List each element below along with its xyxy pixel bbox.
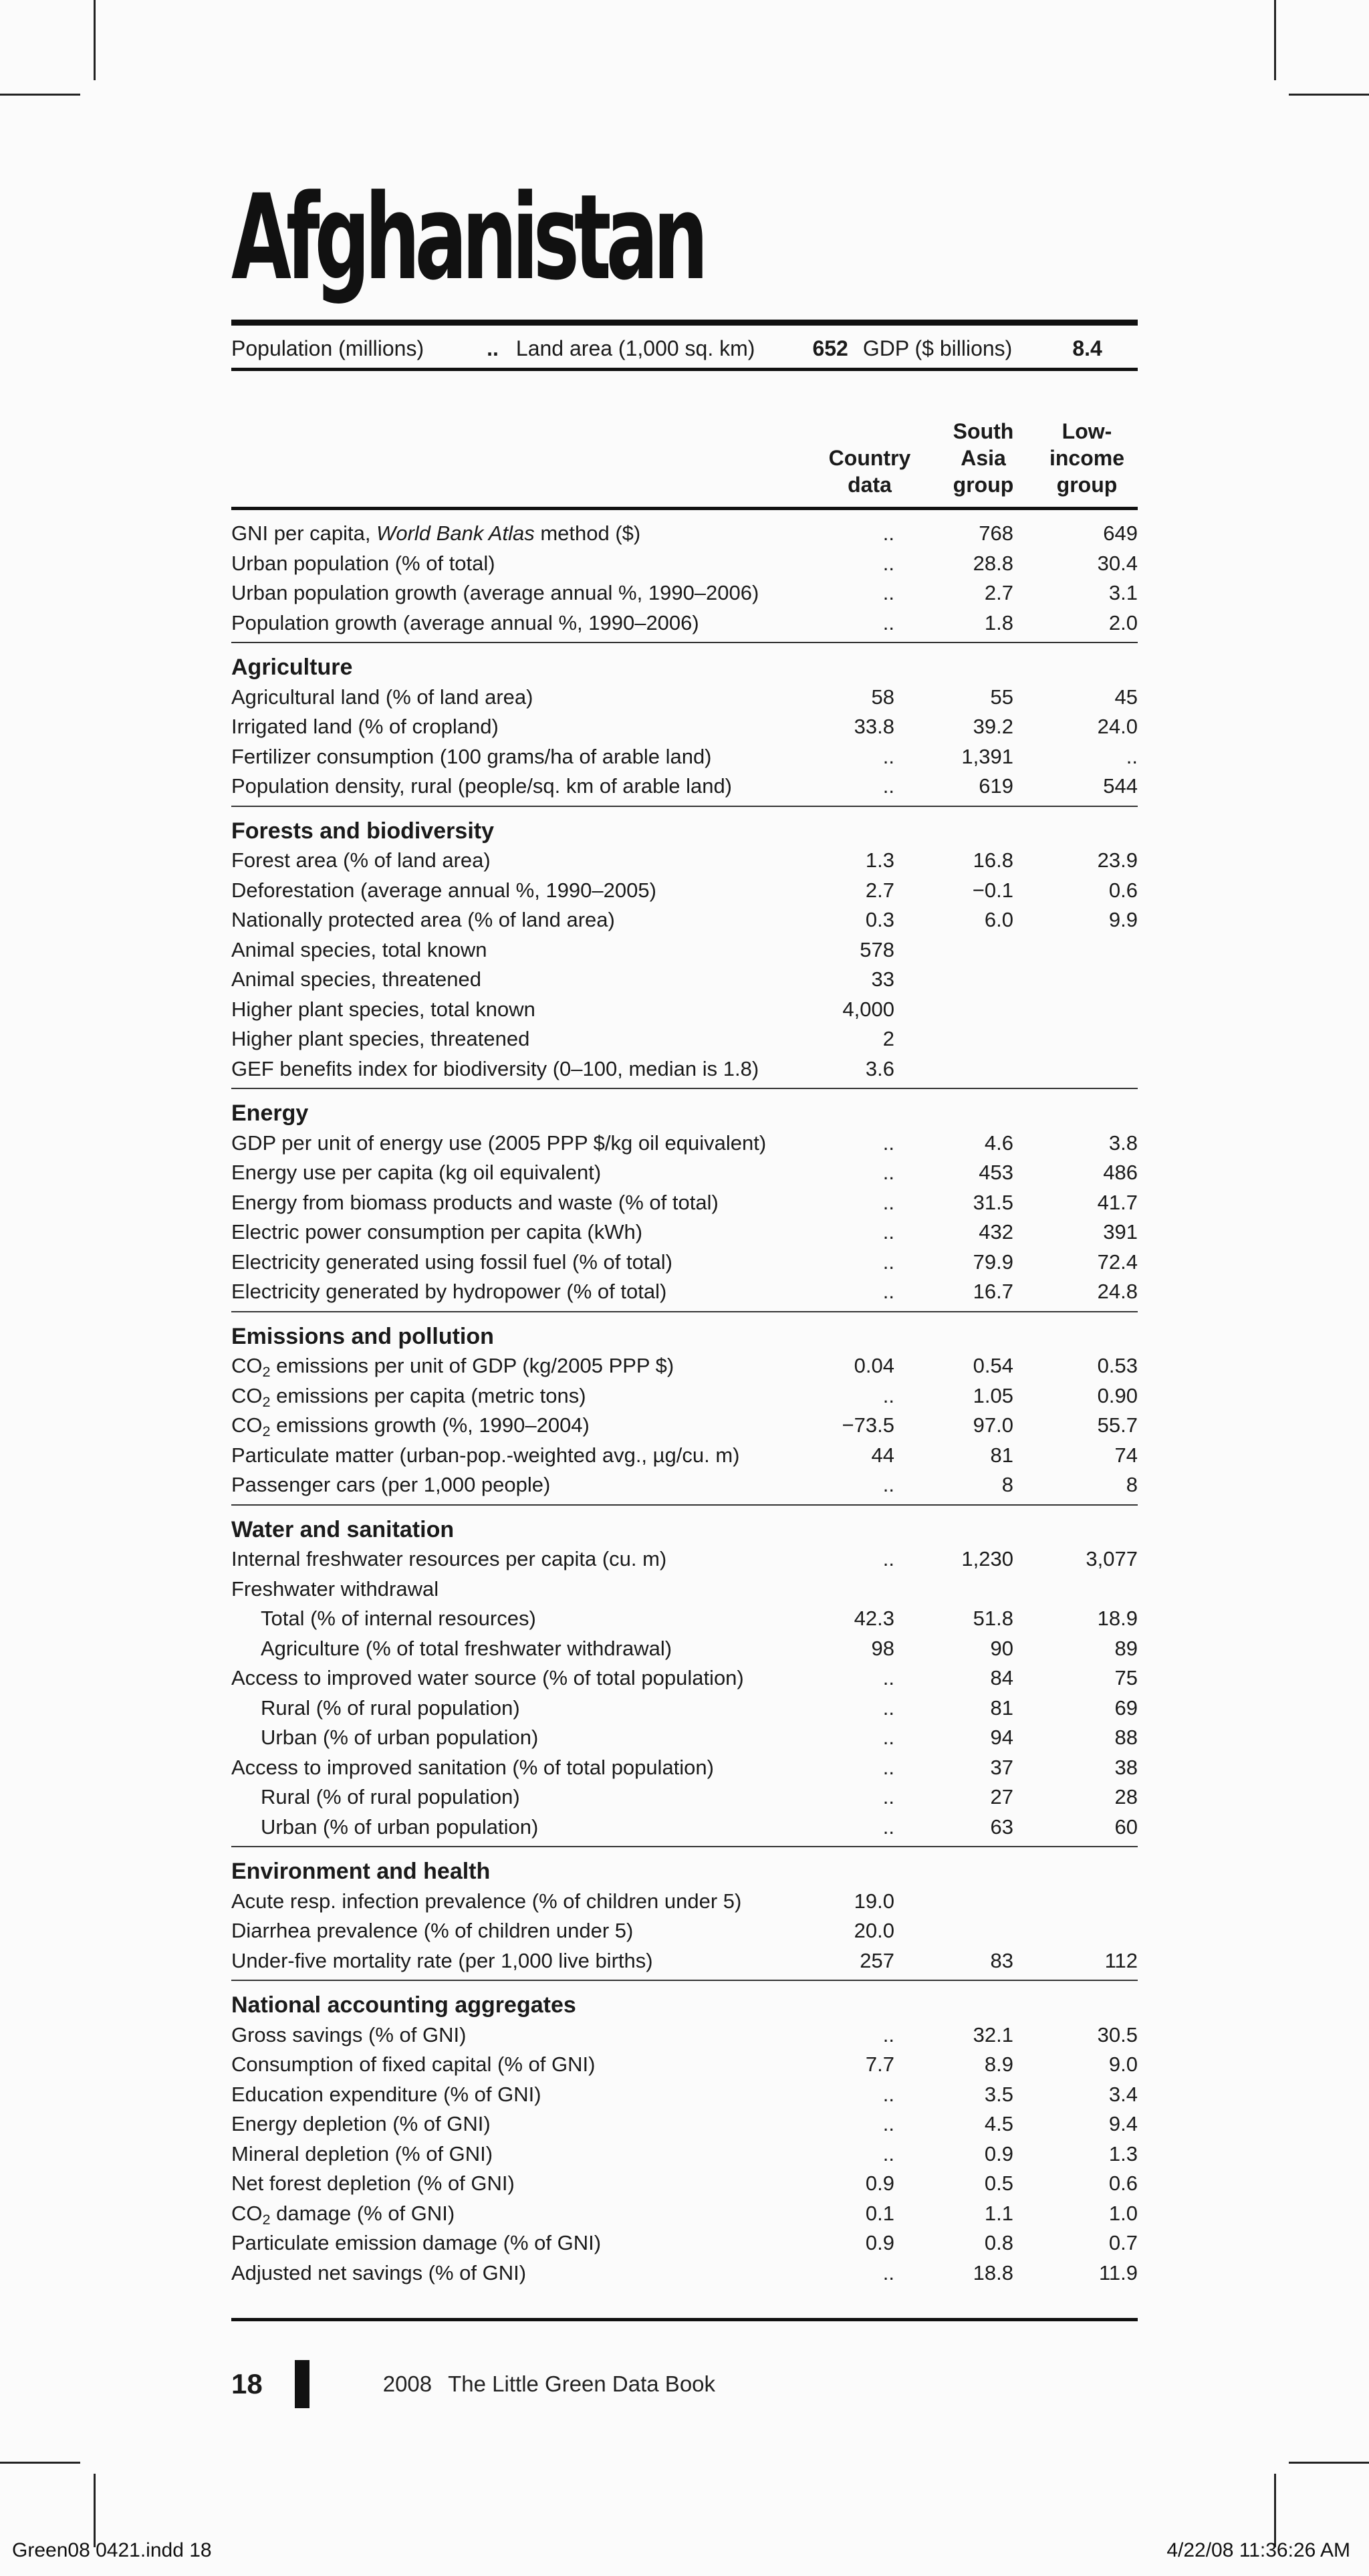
- table-row: [231, 1248, 1138, 1277]
- south-asia-value: 768: [979, 521, 1013, 545]
- table-row: [231, 2169, 1138, 2198]
- low-income-value: 9.9: [1108, 908, 1138, 931]
- country-value: ..: [882, 1666, 894, 1689]
- indicator-label: Agriculture (% of total freshwater withdrawal): [261, 1636, 672, 1660]
- section-heading: Energy: [231, 1100, 309, 1126]
- slug-right: 4/22/08 11:36:26 AM: [1166, 2539, 1350, 2561]
- book-year: 2008: [382, 2371, 432, 2396]
- low-income-value: ..: [1126, 744, 1138, 768]
- low-income-value: 75: [1114, 1666, 1138, 1689]
- country-value: ..: [882, 1220, 894, 1244]
- table-row: [231, 846, 1138, 875]
- indicator-label: Electricity generated using fossil fuel (% of total): [231, 1250, 672, 1274]
- indicator-label: Access to improved sanitation (% of total population): [231, 1755, 714, 1779]
- low-income-value: 18.9: [1097, 1607, 1138, 1630]
- country-value: ..: [882, 1383, 894, 1407]
- section-divider: [231, 1504, 1138, 1506]
- south-asia-value: 94: [990, 1726, 1013, 1749]
- table-row: [231, 608, 1138, 638]
- south-asia-value: 84: [990, 1666, 1013, 1689]
- page-bar: [295, 2360, 309, 2408]
- south-asia-value: 79.9: [973, 1250, 1013, 1274]
- country-value: −73.5: [842, 1413, 894, 1437]
- indicator-label: $CO_2$ damage (% of GNI): [231, 2201, 455, 2228]
- low-income-value: 55.7: [1097, 1413, 1138, 1437]
- low-income-value: 3.8: [1108, 1131, 1138, 1155]
- gdp-label: GDP ($ billions): [862, 336, 1013, 360]
- table-row: [231, 1693, 1138, 1723]
- low-income-value: 38: [1114, 1755, 1138, 1779]
- south-asia-value: 3.5: [984, 2082, 1013, 2106]
- south-asia-value: 1.8: [984, 610, 1013, 634]
- south-asia-value: 1.1: [984, 2201, 1013, 2225]
- column-header-south-asia: South Asia group: [953, 419, 1014, 497]
- south-asia-value: 97.0: [973, 1413, 1013, 1437]
- indicator-label: Under-five mortality rate (per 1,000 live births): [231, 1948, 653, 1972]
- indicator-label: Urban population growth (average annual %, 1990–2006): [231, 581, 759, 604]
- indicator-label: Nationally protected area (% of land area): [231, 908, 615, 931]
- column-header-country: Country data: [828, 446, 911, 497]
- table-row: [231, 2199, 1138, 2228]
- south-asia-value: 453: [979, 1161, 1013, 1184]
- south-asia-value: 6.0: [984, 908, 1013, 931]
- table-row: [231, 2020, 1138, 2050]
- table-row: [231, 772, 1138, 801]
- country-value: 44: [871, 1443, 894, 1467]
- table-row: [231, 1277, 1138, 1306]
- country-value: ..: [882, 2082, 894, 2106]
- table-row: [231, 2109, 1138, 2139]
- crop-mark: [94, 2474, 96, 2547]
- indicator-label: Access to improved water source (% of total population): [231, 1666, 744, 1689]
- south-asia-value: 55: [990, 685, 1013, 709]
- country-value: 2: [882, 1027, 894, 1050]
- table-row: [231, 2080, 1138, 2109]
- table-row: [231, 2139, 1138, 2169]
- table-row: [231, 1946, 1138, 1976]
- table-row: [231, 578, 1138, 608]
- country-value: ..: [882, 1161, 894, 1184]
- indicator-label: Fertilizer consumption (100 grams/ha of arable land): [231, 744, 712, 768]
- country-value: ..: [882, 774, 894, 798]
- country-value: 42.3: [854, 1607, 894, 1630]
- crop-mark: [1274, 2474, 1276, 2547]
- table-row: [231, 995, 1138, 1024]
- country-value: ..: [882, 1695, 894, 1720]
- low-income-value: 8: [1126, 1473, 1138, 1496]
- section-heading: Water and sanitation: [231, 1516, 455, 1542]
- low-income-value: 9.4: [1108, 2112, 1138, 2135]
- indicator-label: Irrigated land (% of cropland): [231, 715, 499, 738]
- country-value: 2.7: [865, 878, 894, 902]
- country-value: ..: [882, 610, 894, 634]
- country-value: ..: [882, 2141, 894, 2165]
- table-row: [231, 1054, 1138, 1084]
- indicator-label: $CO_2$ emissions per capita (metric tons): [231, 1383, 586, 1410]
- country-value: ..: [882, 1131, 894, 1155]
- low-income-value: 24.0: [1097, 715, 1138, 738]
- indicator-label: Population density, rural (people/sq. km of arable land): [231, 774, 733, 798]
- low-income-value: 89: [1114, 1636, 1138, 1660]
- low-income-value: 486: [1103, 1161, 1138, 1184]
- indicator-label: Gross savings (% of GNI): [231, 2022, 467, 2046]
- south-asia-value: 18.8: [973, 2260, 1013, 2285]
- slug-left: Green08 0421.indd 18: [12, 2539, 212, 2561]
- column-header-low-income: Low- income group: [1049, 419, 1125, 497]
- low-income-value: 88: [1114, 1726, 1138, 1749]
- table-row: [231, 935, 1138, 965]
- indicator-label: Animal species, total known: [231, 937, 487, 961]
- country-value: ..: [882, 1473, 894, 1496]
- facts-rule: [231, 368, 1138, 371]
- crop-mark: [0, 2462, 80, 2464]
- country-value: 98: [871, 1636, 894, 1660]
- indicator-label: Particulate emission damage (% of GNI): [231, 2231, 602, 2254]
- country-value: 0.1: [865, 2201, 894, 2225]
- country-value: ..: [882, 2022, 894, 2046]
- table-row: [231, 905, 1138, 935]
- low-income-value: 9.0: [1108, 2053, 1138, 2076]
- south-asia-value: 31.5: [973, 1190, 1013, 1214]
- table-row: [231, 2228, 1138, 2258]
- indicator-label: Energy from biomass products and waste (% of total): [231, 1190, 719, 1214]
- country-value: 19.0: [854, 1889, 894, 1913]
- table-row: [231, 1470, 1138, 1500]
- low-income-value: 3.4: [1108, 2082, 1138, 2106]
- indicator-label: Diarrhea prevalence (% of children under 5): [231, 1919, 634, 1942]
- country-value: 4,000: [842, 997, 894, 1021]
- country-value: 1.3: [865, 848, 894, 872]
- table-row: [231, 1188, 1138, 1217]
- country-value: 578: [860, 937, 894, 961]
- south-asia-value: 1,391: [961, 744, 1013, 768]
- crop-mark: [94, 0, 96, 80]
- indicator-label: $CO_2$ emissions per unit of GDP (kg/2005 PPP $): [231, 1354, 674, 1380]
- low-income-value: 3,077: [1086, 1547, 1138, 1570]
- low-income-value: 0.7: [1108, 2231, 1138, 2254]
- low-income-value: 30.4: [1097, 551, 1138, 575]
- low-income-value: 0.90: [1097, 1383, 1138, 1407]
- low-income-value: 3.1: [1108, 581, 1138, 604]
- country-value: ..: [882, 581, 894, 604]
- table-row: [231, 1753, 1138, 1782]
- country-value: ..: [882, 1280, 894, 1303]
- table-row: [231, 1887, 1138, 1916]
- indicator-label: Urban (% of urban population): [261, 1726, 539, 1749]
- table-row: [231, 549, 1138, 578]
- table-row: [231, 1544, 1138, 1574]
- table-row: [231, 876, 1138, 905]
- indicator-label: Rural (% of rural population): [261, 1695, 520, 1720]
- low-income-value: 60: [1114, 1814, 1138, 1839]
- south-asia-value: 28.8: [973, 551, 1013, 575]
- indicator-label: Animal species, threatened: [231, 967, 481, 991]
- country-value: ..: [882, 1785, 894, 1808]
- indicator-label: Rural (% of rural population): [261, 1785, 520, 1808]
- table-row: [231, 1634, 1138, 1663]
- indicator-label: Agricultural land (% of land area): [231, 685, 533, 709]
- country-value: ..: [882, 1190, 894, 1214]
- south-asia-value: 32.1: [973, 2022, 1013, 2046]
- low-income-value: 74: [1114, 1443, 1138, 1467]
- country-value: 0.9: [865, 2231, 894, 2254]
- indicator-label: Energy use per capita (kg oil equivalent): [231, 1161, 602, 1184]
- table-row: [231, 2258, 1138, 2288]
- indicator-label: Energy depletion (% of GNI): [231, 2112, 491, 2135]
- section-divider: [231, 1980, 1138, 1981]
- gdp-value: 8.4: [1072, 336, 1102, 360]
- south-asia-value: 37: [990, 1755, 1013, 1779]
- low-income-value: 41.7: [1097, 1190, 1138, 1214]
- country-title: Afghanistan: [231, 169, 703, 306]
- section-divider: [231, 642, 1138, 643]
- section-divider: [231, 1311, 1138, 1312]
- country-value: ..: [882, 1755, 894, 1779]
- indicator-label: Total (% of internal resources): [261, 1607, 536, 1630]
- country-value: 58: [871, 685, 894, 709]
- table-row: [231, 1158, 1138, 1187]
- table-row: [231, 1351, 1138, 1381]
- low-income-value: 0.53: [1097, 1354, 1138, 1377]
- south-asia-value: 81: [990, 1443, 1013, 1467]
- population-label: Population (millions): [231, 336, 424, 360]
- indicator-label: Forest area (% of land area): [231, 848, 491, 872]
- indicator-label: Adjusted net savings (% of GNI): [231, 2260, 527, 2285]
- low-income-value: 1.3: [1108, 2141, 1138, 2165]
- indicator-label: GNI per capita, World Bank Atlas method ($): [231, 521, 641, 545]
- indicator-label: Mineral depletion (% of GNI): [231, 2141, 493, 2165]
- section-heading: National accounting aggregates: [231, 1992, 576, 2018]
- table-row: [231, 1574, 1138, 1604]
- country-value: 33.8: [854, 715, 894, 738]
- indicator-label: Urban (% of urban population): [261, 1814, 539, 1839]
- header-rule: [231, 507, 1138, 510]
- low-income-value: 112: [1104, 1948, 1138, 1972]
- section-heading: Emissions and pollution: [231, 1323, 494, 1349]
- south-asia-value: 4.5: [984, 2112, 1013, 2135]
- south-asia-value: 0.5: [984, 2172, 1013, 2195]
- low-income-value: 45: [1114, 685, 1138, 709]
- crop-mark: [0, 94, 80, 96]
- south-asia-value: 619: [979, 774, 1013, 798]
- table-row: [231, 1411, 1138, 1440]
- indicator-label: Deforestation (average annual %, 1990–2005): [231, 878, 656, 902]
- country-value: ..: [882, 2112, 894, 2135]
- page-footer: [231, 2360, 715, 2408]
- south-asia-value: 1.05: [973, 1383, 1013, 1407]
- indicator-label: Internal freshwater resources per capita (cu. m): [231, 1547, 667, 1570]
- indicator-label: Higher plant species, total known: [231, 997, 535, 1021]
- country-value: ..: [882, 1547, 894, 1570]
- south-asia-value: 8: [1001, 1473, 1013, 1496]
- south-asia-value: 0.9: [984, 2141, 1013, 2165]
- table-row: [231, 965, 1138, 994]
- country-value: 33: [871, 967, 894, 991]
- low-income-value: 544: [1103, 774, 1138, 798]
- low-income-value: 23.9: [1097, 848, 1138, 872]
- crop-mark: [1274, 0, 1276, 80]
- country-value: ..: [882, 521, 894, 545]
- section-heading: Agriculture: [231, 655, 353, 680]
- indicator-label: Particulate matter (urban-pop.-weighted avg., µg/cu. m): [231, 1443, 740, 1467]
- south-asia-value: 51.8: [973, 1607, 1013, 1630]
- south-asia-value: 90: [990, 1636, 1013, 1660]
- table-row: [231, 1441, 1138, 1470]
- low-income-value: 24.8: [1097, 1280, 1138, 1303]
- country-value: 3.6: [865, 1056, 894, 1080]
- south-asia-value: 4.6: [984, 1131, 1013, 1155]
- table-row: [231, 1024, 1138, 1054]
- table-row: [231, 742, 1138, 772]
- south-asia-value: 39.2: [973, 715, 1013, 738]
- table-row: [231, 519, 1138, 548]
- indicator-label: $CO_2$ emissions growth (%, 1990–2004): [231, 1413, 590, 1439]
- section-divider: [231, 1846, 1138, 1847]
- indicator-label: Education expenditure (% of GNI): [231, 2082, 541, 2106]
- table-row: [231, 683, 1138, 712]
- section-divider: [231, 1088, 1138, 1089]
- table-row: [231, 1916, 1138, 1946]
- country-value: ..: [882, 1814, 894, 1839]
- indicator-label: Higher plant species, threatened: [231, 1027, 530, 1050]
- low-income-value: 11.9: [1098, 2260, 1138, 2285]
- table-row: [231, 1782, 1138, 1812]
- table-row: [231, 1217, 1138, 1247]
- south-asia-value: 16.7: [973, 1280, 1013, 1303]
- crop-mark: [1289, 94, 1369, 96]
- indicator-label: Passenger cars (per 1,000 people): [231, 1473, 551, 1496]
- population-value: ..: [487, 336, 499, 360]
- indicator-label: Consumption of fixed capital (% of GNI): [231, 2053, 596, 2076]
- country-value: ..: [882, 744, 894, 768]
- low-income-value: 28: [1114, 1785, 1138, 1808]
- country-value: 257: [860, 1948, 894, 1972]
- low-income-value: 0.6: [1108, 2172, 1138, 2195]
- country-value: 0.3: [865, 908, 894, 931]
- indicator-label: GEF benefits index for biodiversity (0–100, median is 1.8): [231, 1056, 759, 1080]
- south-asia-value: 0.8: [984, 2231, 1013, 2254]
- table-row: [231, 1129, 1138, 1158]
- low-income-value: 1.0: [1108, 2201, 1138, 2225]
- south-asia-value: 63: [990, 1814, 1013, 1839]
- table-row: [231, 1663, 1138, 1693]
- table-row: [231, 1723, 1138, 1752]
- indicator-label: Acute resp. infection prevalence (% of children under 5): [231, 1889, 742, 1913]
- south-asia-value: 2.7: [984, 581, 1013, 604]
- page-number: 18: [231, 2368, 263, 2399]
- indicator-label: GDP per unit of energy use (2005 PPP $/kg oil equivalent): [231, 1131, 767, 1155]
- crop-mark: [1289, 2462, 1369, 2464]
- table-row: [231, 2050, 1138, 2079]
- south-asia-value: 0.54: [973, 1354, 1013, 1377]
- low-income-value: 0.6: [1108, 878, 1138, 902]
- south-asia-value: −0.1: [972, 878, 1013, 902]
- country-value: ..: [882, 2260, 894, 2285]
- low-income-value: 2.0: [1108, 610, 1138, 634]
- book-title: The Little Green Data Book: [448, 2371, 716, 2396]
- south-asia-value: 1,230: [961, 1547, 1013, 1570]
- indicator-label: Electric power consumption per capita (kWh): [231, 1220, 643, 1244]
- south-asia-value: 432: [979, 1220, 1013, 1244]
- table-bottom-rule: [231, 2318, 1138, 2321]
- low-income-value: 30.5: [1097, 2022, 1138, 2046]
- country-value: 0.9: [865, 2172, 894, 2195]
- country-value: 20.0: [854, 1919, 894, 1942]
- land-area-value: 652: [812, 336, 848, 360]
- country-value: ..: [882, 1250, 894, 1274]
- indicator-label: Net forest depletion (% of GNI): [231, 2172, 515, 2195]
- table-row: [231, 712, 1138, 741]
- low-income-value: 391: [1103, 1220, 1138, 1244]
- country-value: 7.7: [865, 2053, 894, 2076]
- land-area-label: Land area (1,000 sq. km): [515, 336, 755, 360]
- south-asia-value: 16.8: [973, 848, 1013, 872]
- section-heading: Environment and health: [231, 1859, 491, 1884]
- section-heading: Forests and biodiversity: [231, 818, 494, 844]
- indicator-label: Electricity generated by hydropower (% of total): [231, 1280, 667, 1303]
- indicator-label: Urban population (% of total): [231, 551, 495, 575]
- table-row: [231, 1812, 1138, 1842]
- country-value: 0.04: [854, 1354, 894, 1377]
- country-value: ..: [882, 551, 894, 575]
- low-income-value: 649: [1103, 521, 1138, 545]
- south-asia-value: 83: [990, 1948, 1013, 1972]
- title-rule: [231, 320, 1138, 326]
- key-facts-bar: [231, 334, 1138, 362]
- south-asia-value: 81: [990, 1695, 1013, 1720]
- indicator-label: Population growth (average annual %, 1990–2006): [231, 610, 699, 634]
- table-row: [231, 1381, 1138, 1411]
- low-income-value: 69: [1114, 1695, 1138, 1720]
- section-divider: [231, 806, 1138, 807]
- low-income-value: 72.4: [1097, 1250, 1138, 1274]
- indicator-label: Freshwater withdrawal: [231, 1576, 439, 1601]
- south-asia-value: 27: [990, 1785, 1013, 1808]
- country-value: ..: [882, 1726, 894, 1749]
- table-row: [231, 1604, 1138, 1633]
- south-asia-value: 8.9: [984, 2053, 1013, 2076]
